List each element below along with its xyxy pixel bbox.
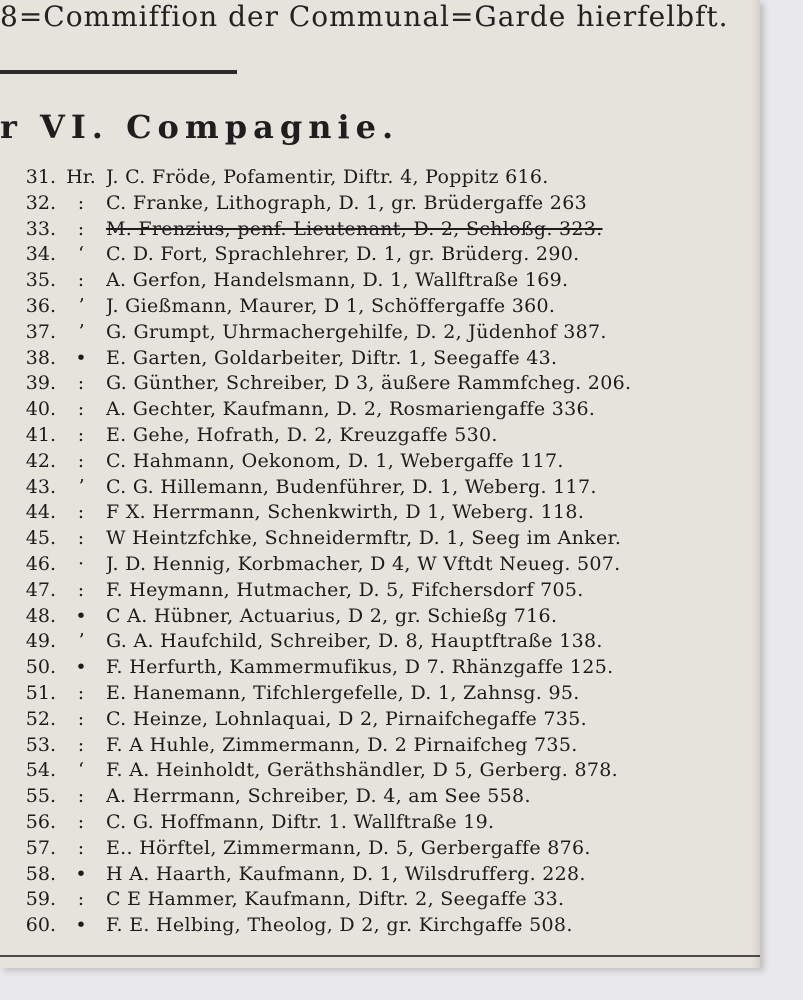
entry-mark: : — [77, 836, 85, 859]
list-item — [14, 450, 694, 476]
list-item — [14, 243, 694, 269]
list-item — [14, 759, 694, 785]
entry-number: 55. — [25, 785, 56, 808]
list-item — [14, 476, 694, 502]
entry-mark: : — [77, 527, 85, 550]
entry-number: 48. — [25, 604, 56, 627]
list-item — [14, 863, 694, 889]
entry-mark: : — [77, 733, 85, 756]
entry-text: C A. Hübner, Actuarius, D 2, gr. Schießg 716. — [106, 604, 558, 627]
entry-number: 60. — [25, 914, 56, 937]
entry-mark: ʻ — [77, 243, 85, 266]
entry-number: 50. — [25, 656, 56, 679]
entry-text: G. Grumpt, Uhrmachergehilfe, D. 2, Jüdenhof 387. — [106, 320, 607, 343]
entry-number: 46. — [25, 552, 56, 575]
list-item — [14, 837, 694, 863]
entry-text: G. Günther, Schreiber, D 3, äußere Rammfcheg. 206. — [106, 372, 632, 395]
list-item — [14, 398, 694, 424]
list-item — [14, 192, 694, 218]
entry-mark: • — [75, 604, 87, 627]
entry-number: 43. — [25, 475, 56, 498]
entry-number: 54. — [25, 759, 56, 782]
entry-mark: · — [77, 552, 85, 575]
entry-mark: : — [77, 217, 85, 240]
list-item — [14, 269, 694, 295]
entry-text: F. A Huhle, Zimmermann, D. 2 Pirnaifcheg 735. — [106, 733, 578, 756]
entry-text: F X. Herrmann, Schenkwirth, D 1, Weberg. 118. — [106, 501, 585, 524]
list-item — [14, 785, 694, 811]
entry-text: A. Herrmann, Schreiber, D. 4, am See 558. — [106, 785, 531, 808]
list-item — [14, 630, 694, 656]
entry-text: C. G. Hoffmann, Diftr. 1. Wallftraße 19. — [106, 810, 495, 833]
entry-text: A. Gerfon, Handelsmann, D. 1, Wallftraße 169. — [106, 269, 569, 292]
entry-number: 40. — [25, 398, 56, 421]
list-item — [14, 734, 694, 760]
entry-number: 44. — [25, 501, 56, 524]
entry-mark: ʼ — [77, 320, 85, 343]
list-item — [14, 682, 694, 708]
entry-number: 51. — [25, 681, 56, 704]
entry-mark: : — [77, 578, 85, 601]
entry-text: H A. Haarth, Kaufmann, D. 1, Wilsdrufferg. 228. — [106, 862, 586, 885]
entry-mark: • — [75, 862, 87, 885]
entry-text: C. D. Fort, Sprachlehrer, D. 1, gr. Brüderg. 290. — [106, 243, 580, 266]
entry-number: 52. — [25, 707, 56, 730]
member-list — [14, 166, 694, 940]
entry-text: C. G. Hillemann, Budenführer, D. 1, Weberg. 117. — [106, 475, 597, 498]
entry-number: 31. — [25, 166, 56, 188]
list-item — [14, 605, 694, 631]
list-item — [14, 811, 694, 837]
entry-mark: : — [77, 501, 85, 524]
entry-text: G. A. Haufchild, Schreiber, D. 8, Hauptftraße 138. — [106, 630, 603, 653]
page-header: 8=Commiffion der Communal=Garde hierfelbft. — [0, 0, 729, 33]
section-title: r VI. Compagnie. — [0, 108, 400, 146]
list-item-struck — [14, 218, 694, 244]
list-item — [14, 321, 694, 347]
entry-mark: : — [77, 449, 85, 472]
entry-number: 38. — [25, 346, 56, 369]
entry-number: 53. — [25, 733, 56, 756]
entry-text: C E Hammer, Kaufmann, Diftr. 2, Seegaffe 33. — [106, 888, 565, 911]
list-item — [14, 424, 694, 450]
entry-mark: ʼ — [77, 475, 85, 498]
entry-text: M. Frenzius, penf. Lieutenant, D. 2, Schloßg. 323. — [106, 217, 603, 240]
entry-number: 56. — [25, 810, 56, 833]
list-item — [14, 501, 694, 527]
list-item — [14, 527, 694, 553]
list-item — [14, 347, 694, 373]
entry-number: 59. — [25, 888, 56, 911]
entry-text: E. Hanemann, Tifchlergefelle, D. 1, Zahnsg. 95. — [106, 681, 580, 704]
list-item — [14, 372, 694, 398]
entry-text: F. Herfurth, Kammermufikus, D 7. Rhänzgaffe 125. — [106, 656, 614, 679]
bottom-rule — [0, 955, 760, 957]
entry-text: W Heintzfchke, Schneidermftr, D. 1, Seeg im Anker. — [106, 527, 622, 550]
entry-number: 34. — [25, 243, 56, 266]
entry-number: 37. — [25, 320, 56, 343]
entry-number: 41. — [25, 423, 56, 446]
entry-text: C. Heinze, Lohnlaquai, D 2, Pirnaifchegaffe 735. — [106, 707, 587, 730]
entry-number: 32. — [25, 191, 56, 214]
entry-number: 58. — [25, 862, 56, 885]
entry-mark: Hr. — [66, 166, 96, 188]
entry-mark: ʻ — [77, 759, 85, 782]
entry-mark: : — [77, 888, 85, 911]
list-item — [14, 553, 694, 579]
entry-number: 49. — [25, 630, 56, 653]
entry-text: E.. Hörftel, Zimmermann, D. 5, Gerbergaffe 876. — [106, 836, 591, 859]
entry-mark: : — [77, 423, 85, 446]
entry-mark: : — [77, 707, 85, 730]
entry-text: A. Gechter, Kaufmann, D. 2, Rosmariengaffe 336. — [106, 398, 596, 421]
entry-mark: : — [77, 785, 85, 808]
entry-number: 39. — [25, 372, 56, 395]
entry-number: 35. — [25, 269, 56, 292]
list-item — [14, 888, 694, 914]
entry-text: J. C. Fröde, Pofamentir, Diftr. 4, Poppitz 616. — [106, 166, 549, 188]
entry-text: E. Gehe, Hofrath, D. 2, Kreuzgaffe 530. — [106, 423, 498, 446]
entry-text: C. Franke, Lithograph, D. 1, gr. Brüdergaffe 263 — [106, 191, 587, 214]
list-item — [14, 166, 694, 192]
entry-mark: • — [75, 346, 87, 369]
list-item — [14, 295, 694, 321]
list-item — [14, 656, 694, 682]
entry-number: 36. — [25, 294, 56, 317]
entry-mark: : — [77, 810, 85, 833]
entry-number: 45. — [25, 527, 56, 550]
header-rule — [0, 70, 237, 74]
entry-text: C. Hahmann, Oekonom, D. 1, Webergaffe 117. — [106, 449, 564, 472]
entry-mark: : — [77, 269, 85, 292]
list-item — [14, 708, 694, 734]
entry-mark: : — [77, 398, 85, 421]
list-item — [14, 914, 694, 940]
entry-number: 42. — [25, 449, 56, 472]
entry-text: E. Garten, Goldarbeiter, Diftr. 1, Seegaffe 43. — [106, 346, 558, 369]
entry-text: J. D. Hennig, Korbmacher, D 4, W Vftdt Neueg. 507. — [106, 552, 621, 575]
entry-mark: : — [77, 191, 85, 214]
entry-mark: ʼ — [77, 630, 85, 653]
entry-text: F. E. Helbing, Theolog, D 2, gr. Kirchgaffe 508. — [106, 914, 573, 937]
entry-mark: : — [77, 681, 85, 704]
entry-mark: • — [75, 914, 87, 937]
entry-mark: ʼ — [77, 294, 85, 317]
entry-mark: : — [77, 372, 85, 395]
entry-text: F. A. Heinholdt, Geräthshändler, D 5, Gerberg. 878. — [106, 759, 618, 782]
entry-text: F. Heymann, Hutmacher, D. 5, Fifchersdorf 705. — [106, 578, 584, 601]
entry-number: 33. — [25, 217, 56, 240]
entry-mark: • — [75, 656, 87, 679]
entry-number: 57. — [25, 836, 56, 859]
entry-number: 47. — [25, 578, 56, 601]
list-item — [14, 579, 694, 605]
entry-text: J. Gießmann, Maurer, D 1, Schöffergaffe 360. — [106, 294, 556, 317]
